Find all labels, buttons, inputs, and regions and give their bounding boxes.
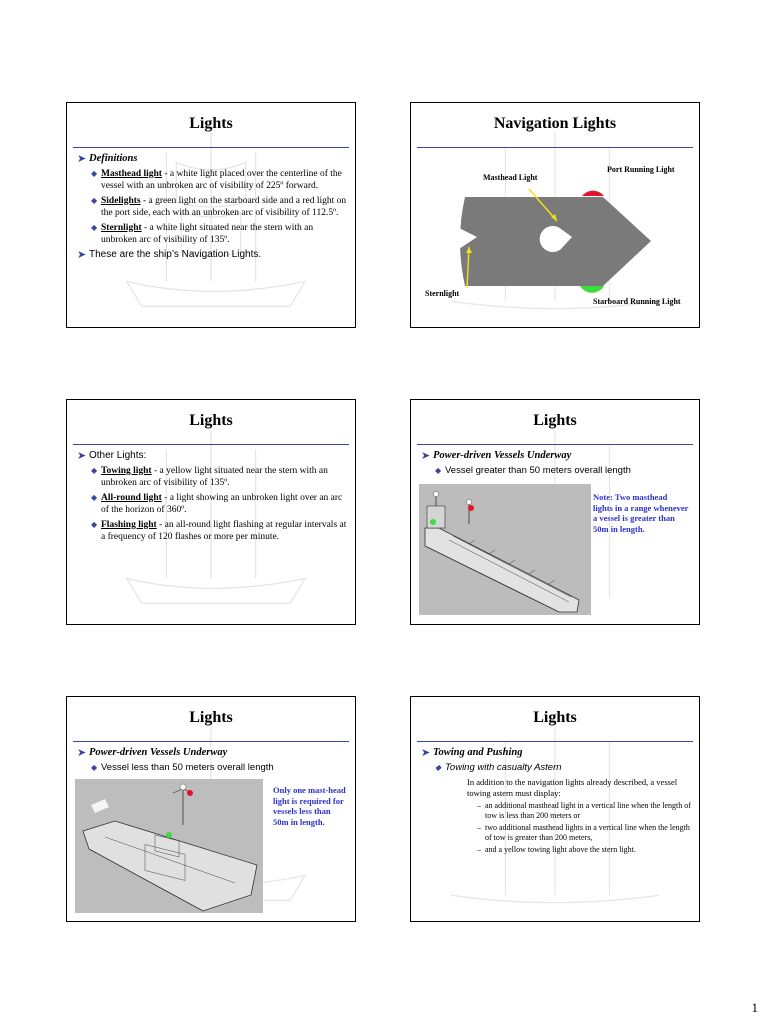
- slide-body: [77, 450, 347, 546]
- note-text: Only one mast-head light is required for vessels less than 50m in length.: [273, 785, 346, 827]
- bullet-heading: ➤ Power-driven Vessels Underway: [421, 450, 572, 462]
- label-starboard-running-light: Starboard Running Light: [593, 297, 681, 306]
- title-divider: [73, 444, 349, 445]
- diamond-bullet-icon: ◆: [91, 492, 98, 502]
- diamond-bullet-icon: ◆: [91, 195, 98, 205]
- slide-body: [77, 153, 347, 263]
- dash-bullet: –: [477, 822, 481, 832]
- diamond-bullet-icon: ◆: [91, 519, 98, 529]
- note-text: Note: Two masthead lights in a range whenever a vessel is greater than 50m in length.: [593, 492, 689, 534]
- sub-bullet: ◆ Vessel less than 50 meters overall length: [91, 761, 274, 773]
- definition-item: ◆ Sternlight - a white light situated near the stern with an unbroken arc of visibility of 135º.: [91, 222, 314, 245]
- port-light-shape: [582, 191, 604, 196]
- bullet-summary: ➤ These are the ship’s Navigation Lights.: [77, 248, 262, 261]
- slide-body: [421, 450, 691, 480]
- dash-bullet: –: [477, 844, 481, 854]
- bullet-heading: ➤ Power-driven Vessels Underway: [77, 747, 228, 759]
- title-divider: [417, 444, 693, 445]
- slide-vessel-over-50m: [410, 399, 700, 625]
- arrow-bullet-icon: ➤: [421, 747, 431, 759]
- diamond-bullet-icon: ◆: [91, 222, 98, 232]
- definition-item: ◆ All-round light - a light showing an unbroken light over an arc of the horizon of 360º.: [91, 492, 343, 515]
- arrow-bullet-icon: ➤: [77, 450, 87, 462]
- label-sternlight: Sternlight: [425, 289, 460, 298]
- tanker-illustration: [419, 484, 591, 615]
- slide-title: Lights: [189, 709, 233, 726]
- definition-item: ◆ Masthead light - a white light placed over the centerline of the vessel with an unbroken arc of visibility of 225º forward.: [91, 168, 342, 191]
- sub-bullet: ◆ Towing with casualty Astern: [435, 761, 562, 773]
- sub-bullet: ◆ Vessel greater than 50 meters overall length: [435, 464, 631, 476]
- bullet-definitions: ➤ Definitions: [77, 153, 138, 165]
- arrow-bullet-icon: ➤: [77, 248, 87, 261]
- label-masthead-light: Masthead Light: [483, 173, 538, 182]
- slide-towing-and-pushing: [410, 696, 700, 922]
- label-port-running-light: Port Running Light: [607, 165, 675, 174]
- slide-navigation-lights: [410, 102, 700, 328]
- bullet-heading: ➤ Towing and Pushing: [421, 747, 523, 759]
- title-divider: [417, 741, 693, 742]
- diamond-bullet-icon: ◆: [91, 465, 98, 475]
- diamond-bullet-icon: ◆: [435, 465, 442, 475]
- title-divider: [73, 147, 349, 148]
- definition-item: ◆ Flashing light - an all-round light flashing at regular intervals at a frequency of 120 flashes or more per minute.: [91, 519, 347, 542]
- slide-body: [77, 747, 347, 777]
- starboard-light-shape: [580, 286, 604, 293]
- slide-vessel-under-50m: [66, 696, 356, 922]
- page-number: 1: [751, 1000, 758, 1015]
- tanker-ship-image: [419, 484, 591, 615]
- diamond-bullet-icon: ◆: [91, 762, 98, 772]
- slide-title: Lights: [533, 709, 577, 726]
- slide-title: Navigation Lights: [493, 115, 617, 132]
- towing-item: – and a yellow towing light above the stern light.: [477, 844, 636, 854]
- patrol-boat-image: [75, 779, 263, 913]
- slide-title: Lights: [189, 115, 233, 132]
- arrow-bullet-icon: ➤: [77, 153, 87, 165]
- towing-item: – two additional masthead lights in a vertical line when the length of tow is greater than 200 meters,: [477, 822, 690, 842]
- title-divider: [73, 741, 349, 742]
- definition-item: ◆ Towing light - a yellow light situated near the stern with an unbroken arc of visibility of 135º.: [91, 465, 328, 488]
- intro-text: In addition to the navigation lights already described, a vessel towing astern must display:: [467, 776, 678, 798]
- slide-body: [421, 747, 691, 857]
- definition-item: ◆ Sidelights - a green light on the starboard side and a red light on the port side, each with an unbroken arc of visibility of 112.5º.: [91, 195, 347, 218]
- dash-bullet: –: [477, 800, 481, 810]
- arrow-bullet-icon: ➤: [421, 450, 431, 462]
- slide-definitions: [66, 102, 356, 328]
- slide-other-lights: [66, 399, 356, 625]
- diamond-bullet-icon: ◆: [435, 762, 442, 772]
- diamond-bullet-icon: ◆: [91, 168, 98, 178]
- bullet-other-lights: ➤ Other Lights:: [77, 450, 147, 462]
- towing-item: – an additional masthead light in a vertical line when the length of tow is less than 200 meters or: [477, 800, 691, 820]
- arrow-bullet-icon: ➤: [77, 747, 87, 759]
- slide-title: Lights: [189, 412, 233, 429]
- slide-title: Lights: [533, 412, 577, 429]
- boat-illustration: [75, 779, 263, 913]
